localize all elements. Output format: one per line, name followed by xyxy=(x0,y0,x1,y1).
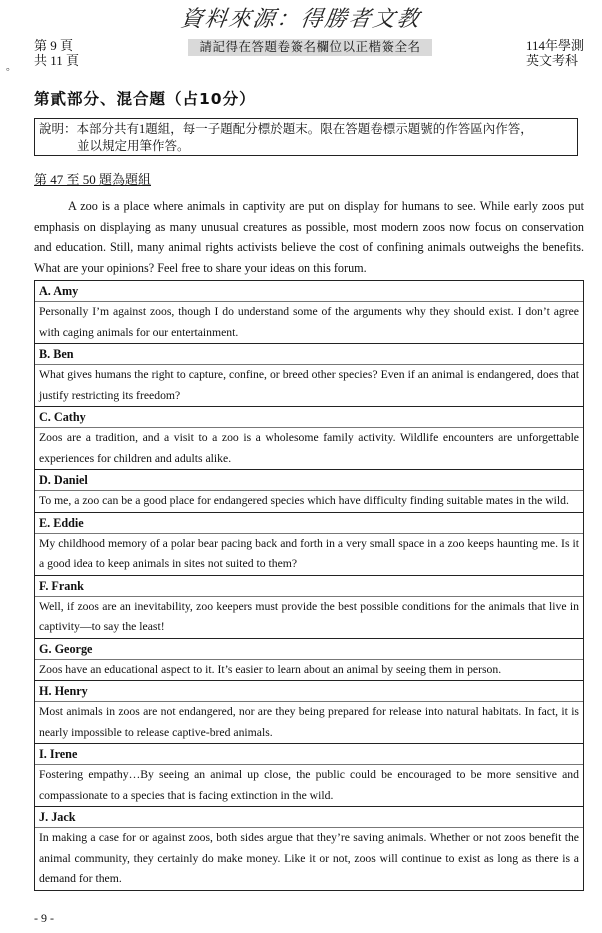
signature-reminder-banner: 請記得在答題卷簽名欄位以正楷簽全名 xyxy=(188,39,432,56)
opinion-text: Zoos have an educational aspect to it. It’s easier to learn about an animal by seeing them in person. xyxy=(39,662,502,676)
opinion-entry xyxy=(35,639,583,682)
opinion-text: Zoos are a tradition, and a visit to a zoo is a wholesome family activity. Wildlife encounters are unforgettable experiences for children and adults alike. xyxy=(39,431,579,465)
exam-year: 114年學測 xyxy=(526,38,585,53)
opinion-entry xyxy=(35,407,583,470)
watermark-logo: 資料來源：得勝者文教 xyxy=(178,7,423,32)
page-info xyxy=(34,38,79,68)
opinion-name: B. Ben xyxy=(35,344,583,365)
margin-dot: 。 xyxy=(6,62,16,73)
opinion-entry xyxy=(35,681,583,744)
opinion-name: C. Cathy xyxy=(35,407,583,428)
opinion-text: In making a case for or against zoos, both sides argue that they’re saving animals. Whether or not zoos benefit the animal community, they certainly do make money. Like it or not, zoos will continue to exist as long as there is a demand for them. xyxy=(39,831,579,885)
opinion-entry xyxy=(35,513,583,576)
opinion-entry xyxy=(35,807,583,890)
opinion-text: My childhood memory of a polar bear pacing back and forth in a very small space in a zoo keeps haunting me. Is it a good idea to keep animals in sites not suited to them? xyxy=(39,536,579,570)
opinions-table xyxy=(34,280,584,891)
section-title: 第貳部分、混合題（占10分） xyxy=(34,90,256,108)
page-line: 第 9 頁 xyxy=(34,38,74,53)
opinion-text: What gives humans the right to capture, confine, or breed other species? Even if an animal is endangered, does that justify restricting its freedom? xyxy=(39,368,579,402)
opinion-name: H. Henry xyxy=(35,681,583,702)
total-pages-line: 共 11 頁 xyxy=(34,53,80,68)
opinion-name: I. Irene xyxy=(35,744,583,765)
instructions-box xyxy=(34,118,578,156)
opinion-text: To me, a zoo can be a good place for endangered species which have difficulty finding suitable mates in the wild. xyxy=(39,494,569,507)
opinion-text: Well, if zoos are an inevitability, zoo keepers must provide the best possible conditions for the animals that live in captivity—to say the least! xyxy=(39,599,579,633)
page-number: - 9 - xyxy=(34,911,54,925)
opinion-entry xyxy=(35,744,583,807)
instructions-line-2: 並以規定用筆作答。 xyxy=(77,139,190,153)
opinion-entry xyxy=(35,470,583,513)
opinion-text: Fostering empathy…By seeing an animal up close, the public could be encouraged to be more sensitive and compassionate to a species that is facing extinction in the wild. xyxy=(39,768,579,802)
opinion-text: Personally I’m against zoos, though I do understand some of the arguments why they should exist. I don’t agree with caging animals for our entertainment. xyxy=(39,305,579,339)
opinion-entry xyxy=(35,576,583,639)
opinion-name: F. Frank xyxy=(35,576,583,597)
opinion-entry xyxy=(35,281,583,344)
intro-paragraph: A zoo is a place where animals in captivity are put on display for humans to see. While early zoos put emphasis on displaying as many unusual creatures as possible, most modern zoos now focus on conservation and education. Still, many animal rights activists believe the cost of confining animals outweighs the benefits. What are your opinions? Feel free to share your ideas on this forum. xyxy=(34,199,584,275)
opinion-name: G. George xyxy=(35,639,583,660)
opinion-entry xyxy=(35,344,583,407)
instructions-line-1: 說明：本部分共有1題組，每一子題配分標於題末。限在答題卷標示題號的作答區內作答， xyxy=(39,122,533,136)
opinion-name: J. Jack xyxy=(35,807,583,828)
opinion-text: Most animals in zoos are not endangered, nor are they being prepared for release into natural habitats. In fact, it is nearly impossible to release captive-bred animals. xyxy=(39,705,579,739)
opinion-name: E. Eddie xyxy=(35,513,583,534)
opinion-name: A. Amy xyxy=(35,281,583,302)
exam-subject: 英文考科 xyxy=(526,53,579,68)
question-group-label: 第 47 至 50 題為題組 xyxy=(34,172,152,187)
opinion-name: D. Daniel xyxy=(35,470,583,491)
exam-info xyxy=(526,38,584,68)
